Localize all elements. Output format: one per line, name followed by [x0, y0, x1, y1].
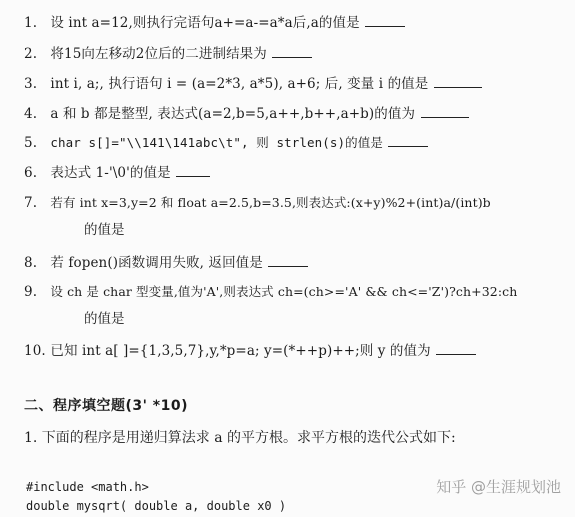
- question-2: [24, 45, 564, 63]
- answer-blank: [434, 75, 482, 88]
- answer-blank: [176, 164, 210, 177]
- question-7-continuation: [84, 221, 125, 239]
- question-text: 已知 int a[ ]={1,3,5,7},y,*p=a; y=(*++p)++;则 y 的值为: [50, 343, 431, 359]
- watermark: 知乎 @生涯规划池: [436, 478, 561, 496]
- question-8: [24, 254, 564, 272]
- code-line: #include <math.h>: [26, 480, 149, 494]
- question-10: [24, 342, 564, 360]
- problem-intro: 1. 下面的程序是用递归算法求 a 的平方根。求平方根的迭代公式如下:: [24, 430, 456, 446]
- answer-blank: [421, 105, 469, 118]
- section-heading: 二、程序填空题(3' *10): [24, 398, 189, 414]
- answer-blank: [365, 14, 405, 27]
- question-text: int i, a;, 执行语句 i = (a=2*3, a*5), a+6; 后, 变量 i 的值是: [50, 76, 429, 92]
- question-4: [24, 105, 564, 123]
- question-5: [24, 134, 564, 152]
- question-number: 5.: [24, 135, 38, 151]
- question-9-continuation: [84, 310, 125, 328]
- code-line: double mysqrt( double a, double x0 ): [26, 499, 287, 513]
- question-text: 将15向左移动2位后的二进制结果为: [50, 46, 267, 62]
- question-number: 1.: [24, 15, 38, 31]
- question-number: 2.: [24, 46, 38, 62]
- question-7: [24, 194, 564, 212]
- question-3: [24, 75, 564, 93]
- answer-blank: [436, 342, 476, 355]
- question-number: 4.: [24, 106, 38, 122]
- question-text: 的值是: [84, 311, 125, 327]
- question-6: [24, 164, 564, 182]
- question-number: 10.: [24, 343, 46, 359]
- answer-blank: [272, 45, 312, 58]
- question-text: 若 fopen()函数调用失败, 返回值是: [50, 255, 263, 271]
- question-text: char s[]="\\141\141abc\t", 则 strlen(s)的值是: [50, 135, 383, 150]
- question-text: 表达式 1-'\0'的值是: [50, 165, 171, 181]
- question-1: [24, 14, 564, 32]
- answer-blank: [388, 134, 428, 147]
- answer-blank: [268, 254, 308, 267]
- question-text: 设 ch 是 char 型变量,值为'A',则表达式 ch=(ch>='A' && ch<='Z')?ch+32:ch: [50, 284, 518, 299]
- question-number: 7.: [24, 195, 38, 211]
- question-text: 若有 int x=3,y=2 和 float a=2.5,b=3.5,则表达式:(x+y)%2+(int)a/(int)b: [50, 195, 491, 210]
- question-number: 9.: [24, 284, 38, 300]
- question-text: 设 int a=12,则执行完语句a+=a-=a*a后,a的值是: [50, 15, 360, 31]
- question-text: a 和 b 都是整型, 表达式(a=2,b=5,a++,b++,a+b)的值为: [50, 106, 416, 122]
- question-number: 8.: [24, 255, 38, 271]
- question-9: [24, 283, 564, 301]
- question-text: 的值是: [84, 222, 125, 238]
- question-number: 3.: [24, 76, 38, 92]
- question-number: 6.: [24, 165, 38, 181]
